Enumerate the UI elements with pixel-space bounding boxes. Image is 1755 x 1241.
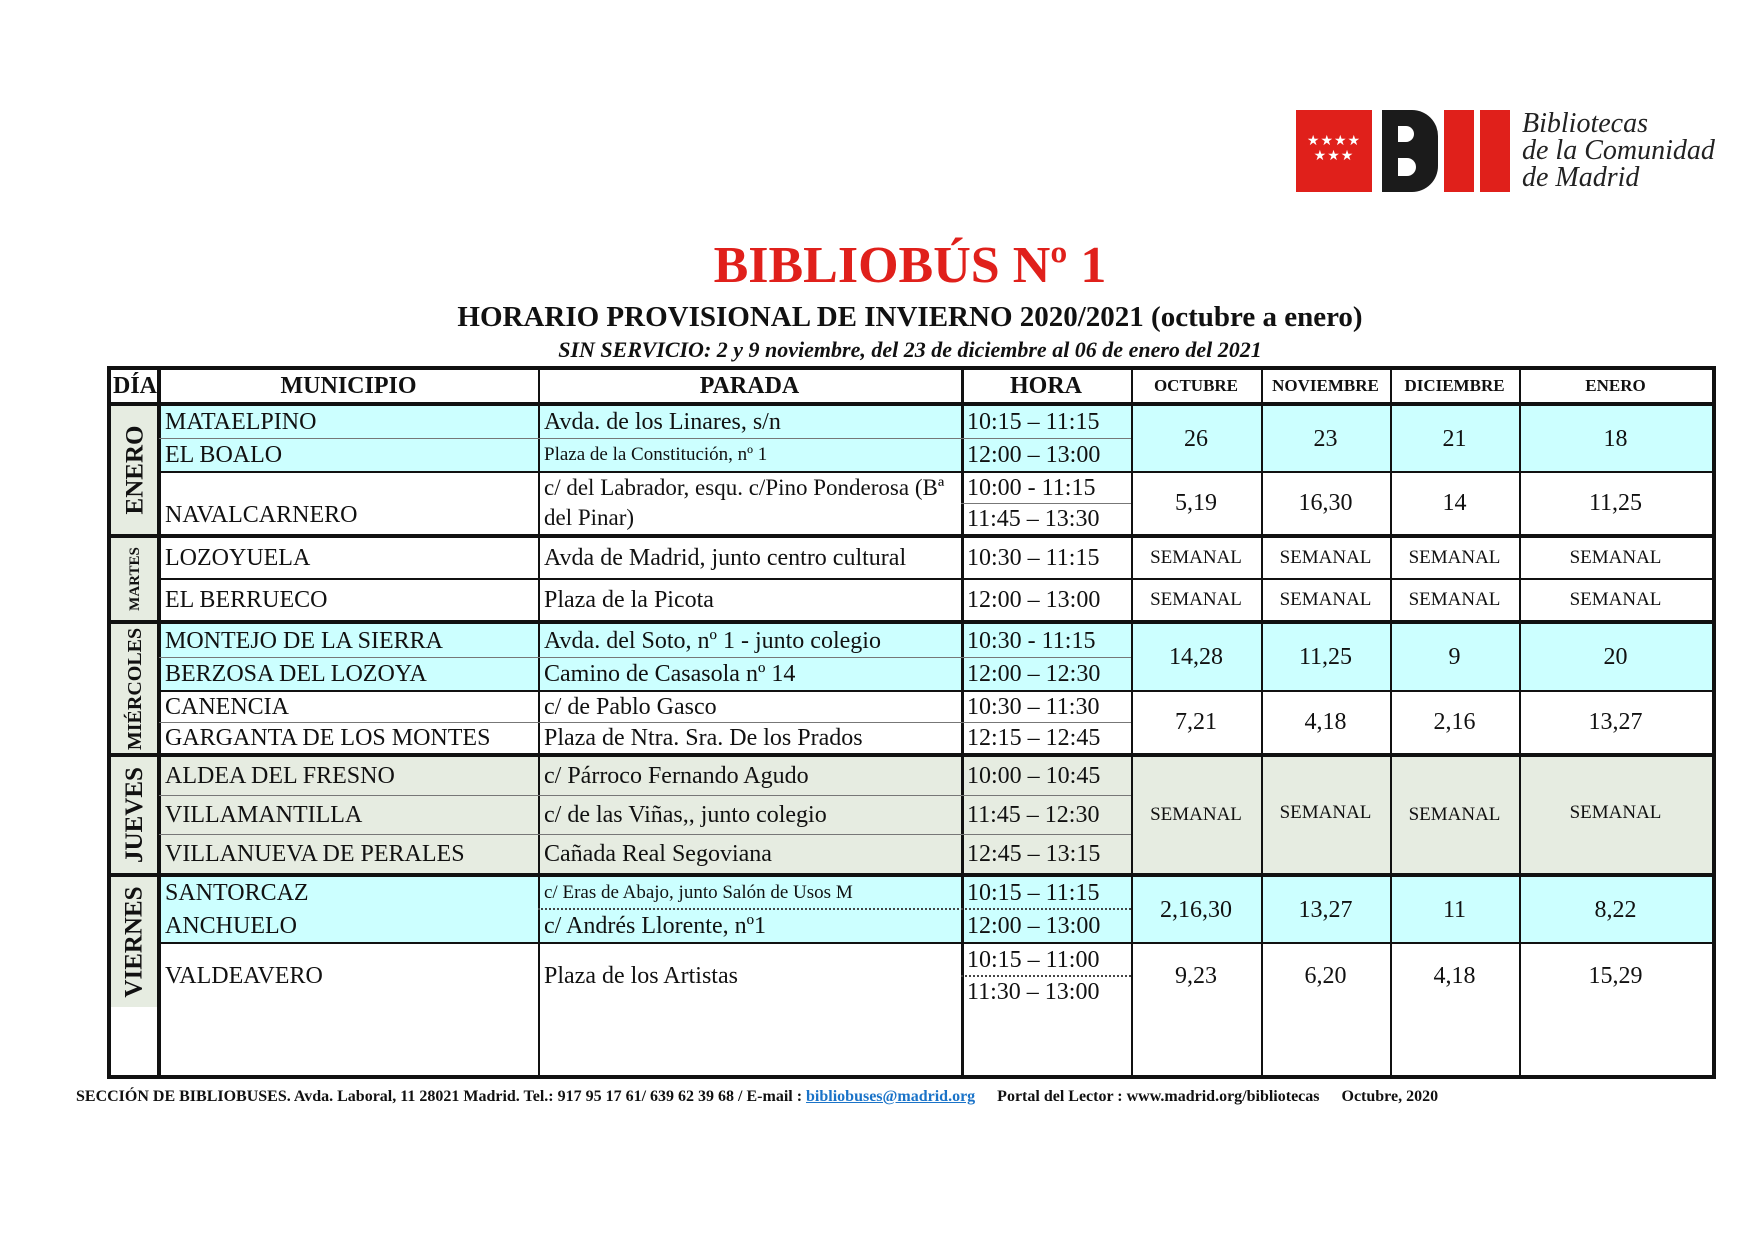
- municipio-cell: MATAELPINO: [165, 409, 317, 435]
- parada-cell: Avda. de los Linares, s/n: [544, 409, 781, 435]
- municipio-cell: VILLAMANTILLA: [165, 802, 363, 828]
- hora-cell: 12:00 – 13:00: [967, 587, 1101, 613]
- date-cell: 23: [1313, 425, 1338, 452]
- date-cell: SEMANAL: [1408, 804, 1501, 825]
- logo-text-line: de la Comunidad: [1522, 135, 1715, 166]
- header-octubre: OCTUBRE: [1153, 376, 1239, 395]
- header-parada: PARADA: [699, 373, 800, 399]
- date-cell: 11,25: [1298, 644, 1353, 670]
- parada-cell: c/ de las Viñas,, junto colegio: [544, 802, 827, 828]
- grid-line: [111, 873, 1712, 877]
- date-cell: 9: [1448, 644, 1461, 670]
- grid-line: [111, 534, 1712, 538]
- header-hora: HORA: [1010, 373, 1082, 399]
- date-cell: 14: [1442, 490, 1467, 516]
- logo-b-mark: [1382, 110, 1438, 192]
- parada-cell: c/ Andrés Llorente, nº1: [544, 912, 767, 939]
- hora-cell: 10:15 – 11:15: [967, 880, 1100, 906]
- date-cell: 26: [1184, 425, 1208, 452]
- logo-bar: [1480, 110, 1510, 192]
- footer-email-link[interactable]: bibliobuses@madrid.org: [806, 1088, 976, 1105]
- hora-cell: 10:00 - 11:15: [967, 474, 1096, 501]
- hora-cell: 11:45 – 12:30: [967, 802, 1100, 828]
- parada-cell: c/ Párroco Fernando Agudo: [544, 763, 809, 789]
- municipio-cell: CANENCIA: [165, 693, 289, 720]
- hora-cell: 10:15 – 11:15: [967, 409, 1100, 435]
- date-cell: 2,16,30: [1160, 896, 1232, 923]
- grid-line: [1131, 370, 1133, 1075]
- municipio-cell: ANCHUELO: [165, 912, 297, 939]
- hora-cell: 12:45 – 13:15: [967, 841, 1101, 867]
- parada-cell: c/ Eras de Abajo, junto Salón de Usos M: [544, 882, 853, 903]
- parada-cell: Plaza de Ntra. Sra. De los Prados: [544, 724, 863, 751]
- grid-line: [159, 471, 1712, 473]
- logo-text-line: de Madrid: [1522, 162, 1640, 193]
- date-cell: 18: [1603, 425, 1628, 452]
- grid-line: [159, 578, 1712, 580]
- date-cell: 14,28: [1169, 644, 1223, 670]
- hora-cell: 12:00 – 13:00: [967, 912, 1101, 939]
- grid-line: [1390, 370, 1392, 1075]
- date-cell: 20: [1603, 644, 1628, 670]
- footer: [76, 1086, 1726, 1108]
- date-cell: 11: [1442, 896, 1467, 923]
- logo-text-line: Bibliotecas: [1522, 108, 1648, 139]
- schedule-table: [107, 366, 1716, 1079]
- header-diciembre: DICIEMBRE: [1404, 376, 1505, 395]
- parada-cell: Cañada Real Segoviana: [544, 841, 772, 867]
- hora-cell: 10:30 - 11:15: [967, 627, 1096, 654]
- grid-line: [1261, 370, 1263, 1075]
- header-municipio: MUNICIPIO: [280, 373, 417, 399]
- parada-cell: Plaza de la Constitución, nº 1: [544, 443, 768, 465]
- municipio-cell: LOZOYUELA: [165, 545, 311, 571]
- parada-cell: Plaza de los Artistas: [544, 962, 738, 989]
- date-cell: 6,20: [1304, 962, 1347, 989]
- date-cell: 5,19: [1175, 490, 1217, 516]
- day-miercoles: MIÉRCOLES: [111, 624, 159, 753]
- parada-cell: c/ de Pablo Gasco: [544, 693, 717, 720]
- footer-address: SECCIÓN DE BIBLIOBUSES. Avda. Laboral, 11 28021 Madrid. Tel.: 917 95 17 61/ 639 62 39 68 / E-mail :: [76, 1088, 803, 1105]
- date-cell: 4,18: [1304, 709, 1347, 735]
- municipio-cell: BERZOSA DEL LOZOYA: [165, 660, 427, 687]
- parada-cell: Plaza de la Picota: [544, 587, 714, 613]
- page-title: BIBLIOBÚS Nº 1: [713, 237, 1107, 294]
- date-cell: 13,27: [1298, 896, 1353, 923]
- day-lunes: ENERO: [111, 406, 159, 534]
- parada-cell: Camino de Casasola nº 14: [544, 660, 796, 687]
- madrid-flag-icon: [1296, 110, 1372, 192]
- date-cell: 9,23: [1175, 962, 1217, 989]
- logo-text: [1522, 110, 1722, 191]
- municipio-cell: NAVALCARNERO: [165, 502, 358, 528]
- parada-cell: c/ del Labrador, esqu. c/Pino Ponderosa (Bª del Pinar): [544, 475, 945, 530]
- date-cell: SEMANAL: [1279, 589, 1372, 610]
- municipio-cell: EL BERRUECO: [165, 587, 328, 613]
- hora-cell: 10:00 – 10:45: [967, 763, 1101, 789]
- municipio-cell: VALDEAVERO: [165, 962, 323, 989]
- municipio-cell: EL BOALO: [165, 441, 283, 468]
- hora-cell: 10:30 – 11:30: [967, 693, 1100, 720]
- date-cell: 2,16: [1433, 709, 1476, 735]
- logo-bar: [1444, 110, 1474, 192]
- date-cell: SEMANAL: [1279, 802, 1372, 823]
- date-cell: 4,18: [1433, 962, 1476, 989]
- date-cell: SEMANAL: [1569, 802, 1662, 823]
- grid-line: [111, 753, 1712, 757]
- hora-cell: 10:15 – 11:00: [967, 947, 1100, 973]
- date-cell: 7,21: [1175, 709, 1217, 735]
- hora-cell: 10:30 – 11:15: [967, 545, 1100, 571]
- day-viernes: VIERNES: [111, 877, 159, 1007]
- grid-line: [159, 690, 1712, 692]
- date-cell: SEMANAL: [1408, 547, 1501, 568]
- header-dia: DÍA: [112, 373, 157, 399]
- parada-cell: Avda. del Soto, nº 1 - junto colegio: [544, 627, 881, 654]
- no-service-note: SIN SERVICIO: 2 y 9 noviembre, del 23 de diciembre al 06 de enero del 2021: [558, 337, 1262, 362]
- date-cell: 21: [1442, 425, 1467, 452]
- page-subtitle: HORARIO PROVISIONAL DE INVIERNO 2020/2021 (octubre a enero): [457, 301, 1363, 333]
- date-cell: SEMANAL: [1569, 547, 1662, 568]
- municipio-cell: VILLANUEVA DE PERALES: [165, 841, 465, 867]
- grid-line: [111, 402, 1712, 406]
- grid-line: [1519, 370, 1521, 1075]
- hora-cell: 12:15 – 12:45: [967, 724, 1101, 751]
- date-cell: 16,30: [1298, 490, 1353, 516]
- municipio-cell: ALDEA DEL FRESNO: [165, 763, 395, 789]
- grid-line: [111, 620, 1712, 624]
- date-cell: SEMANAL: [1150, 589, 1242, 610]
- date-cell: 15,29: [1588, 962, 1643, 989]
- date-cell: SEMANAL: [1150, 804, 1242, 825]
- footer-portal: Portal del Lector : www.madrid.org/bibliotecas: [997, 1088, 1320, 1105]
- hora-cell: 12:00 – 13:00: [967, 441, 1101, 468]
- hora-cell: 11:45 – 13:30: [967, 505, 1100, 532]
- date-cell: SEMANAL: [1150, 547, 1242, 568]
- parada-cell: Avda de Madrid, junto centro cultural: [544, 545, 907, 571]
- grid-line: [159, 942, 1712, 944]
- hora-cell: 12:00 – 12:30: [967, 660, 1101, 687]
- date-cell: 13,27: [1588, 709, 1643, 735]
- day-jueves: JUEVES: [111, 757, 159, 873]
- municipio-cell: MONTEJO DE LA SIERRA: [165, 627, 444, 654]
- hora-cell: 11:30 – 13:00: [967, 978, 1100, 1005]
- date-cell: 8,22: [1594, 896, 1637, 923]
- day-martes: MARTES: [111, 538, 159, 620]
- flag-stars: ★★★★ ★★★: [1306, 133, 1362, 164]
- bcm-logo: [1296, 110, 1716, 194]
- header-noviembre: NOVIEMBRE: [1272, 376, 1379, 395]
- footer-date: Octubre, 2020: [1341, 1088, 1439, 1105]
- date-cell: SEMANAL: [1408, 589, 1501, 610]
- municipio-cell: GARGANTA DE LOS MONTES: [165, 724, 491, 751]
- municipio-cell: SANTORCAZ: [165, 880, 309, 906]
- date-cell: SEMANAL: [1569, 589, 1662, 610]
- date-cell: 11,25: [1588, 490, 1643, 516]
- header-enero: ENERO: [1585, 376, 1646, 395]
- date-cell: SEMANAL: [1279, 547, 1372, 568]
